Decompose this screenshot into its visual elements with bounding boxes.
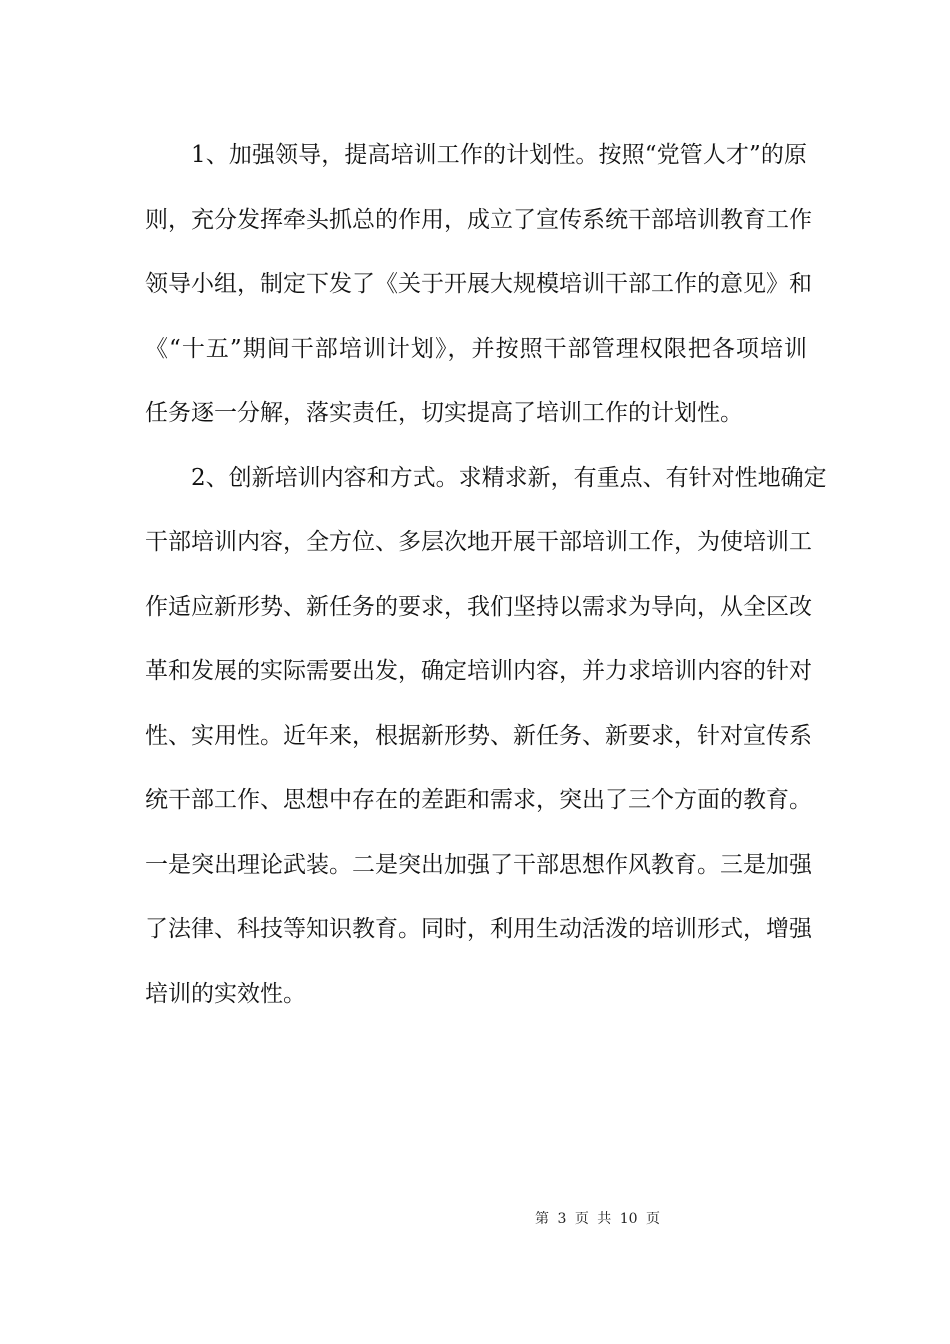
text-line: 1、加强领导，提高培训工作的计划性。按照“党管人才”的原: [191, 142, 807, 168]
footer-suffix: 页: [646, 1211, 660, 1227]
text-line: 统干部工作、思想中存在的差距和需求，突出了三个方面的教育。: [145, 787, 812, 813]
footer-mid1: 页: [574, 1211, 589, 1227]
footer-prefix: 第: [534, 1211, 549, 1227]
footer-total-pages: 10: [619, 1211, 638, 1227]
footer-current-page: 3: [557, 1211, 567, 1227]
text-line: 培训的实效性。: [145, 980, 306, 1007]
text-line: 任务逐一分解，落实责任，切实提高了培训工作的计划性。: [145, 400, 743, 426]
text-line: 领导小组，制定下发了《关于开展大规模培训干部工作的意见》和: [145, 271, 812, 297]
paragraph-1: [145, 126, 812, 449]
text-line: 干部培训内容，全方位、多层次地开展干部培训工作，为使培训工: [145, 529, 812, 555]
page-footer: [0, 1208, 950, 1228]
footer-mid2: 共: [597, 1211, 612, 1227]
text-line: 2、创新培训内容和方式。求精求新，有重点、有针对性地确定: [191, 464, 827, 491]
document-body: [145, 126, 827, 1029]
paragraph-2: [145, 449, 827, 1030]
text-line: 一是突出理论武装。二是突出加强了干部思想作风教育。三是加强: [145, 851, 812, 878]
text-line: 性、实用性。近年来，根据新形势、新任务、新要求，针对宣传系: [145, 722, 812, 749]
text-line: 作适应新形势、新任务的要求，我们坚持以需求为导向，从全区改: [145, 593, 812, 620]
text-line: 革和发展的实际需要出发，确定培训内容，并力求培训内容的针对: [145, 658, 812, 684]
text-line: 则，充分发挥牵头抓总的作用，成立了宣传系统干部培训教育工作: [145, 206, 812, 233]
text-line: 了法律、科技等知识教育。同时，利用生动活泼的培训形式，增强: [145, 916, 812, 942]
text-line: 《“十五”期间干部培训计划》，并按照干部管理权限把各项培训: [145, 335, 807, 362]
